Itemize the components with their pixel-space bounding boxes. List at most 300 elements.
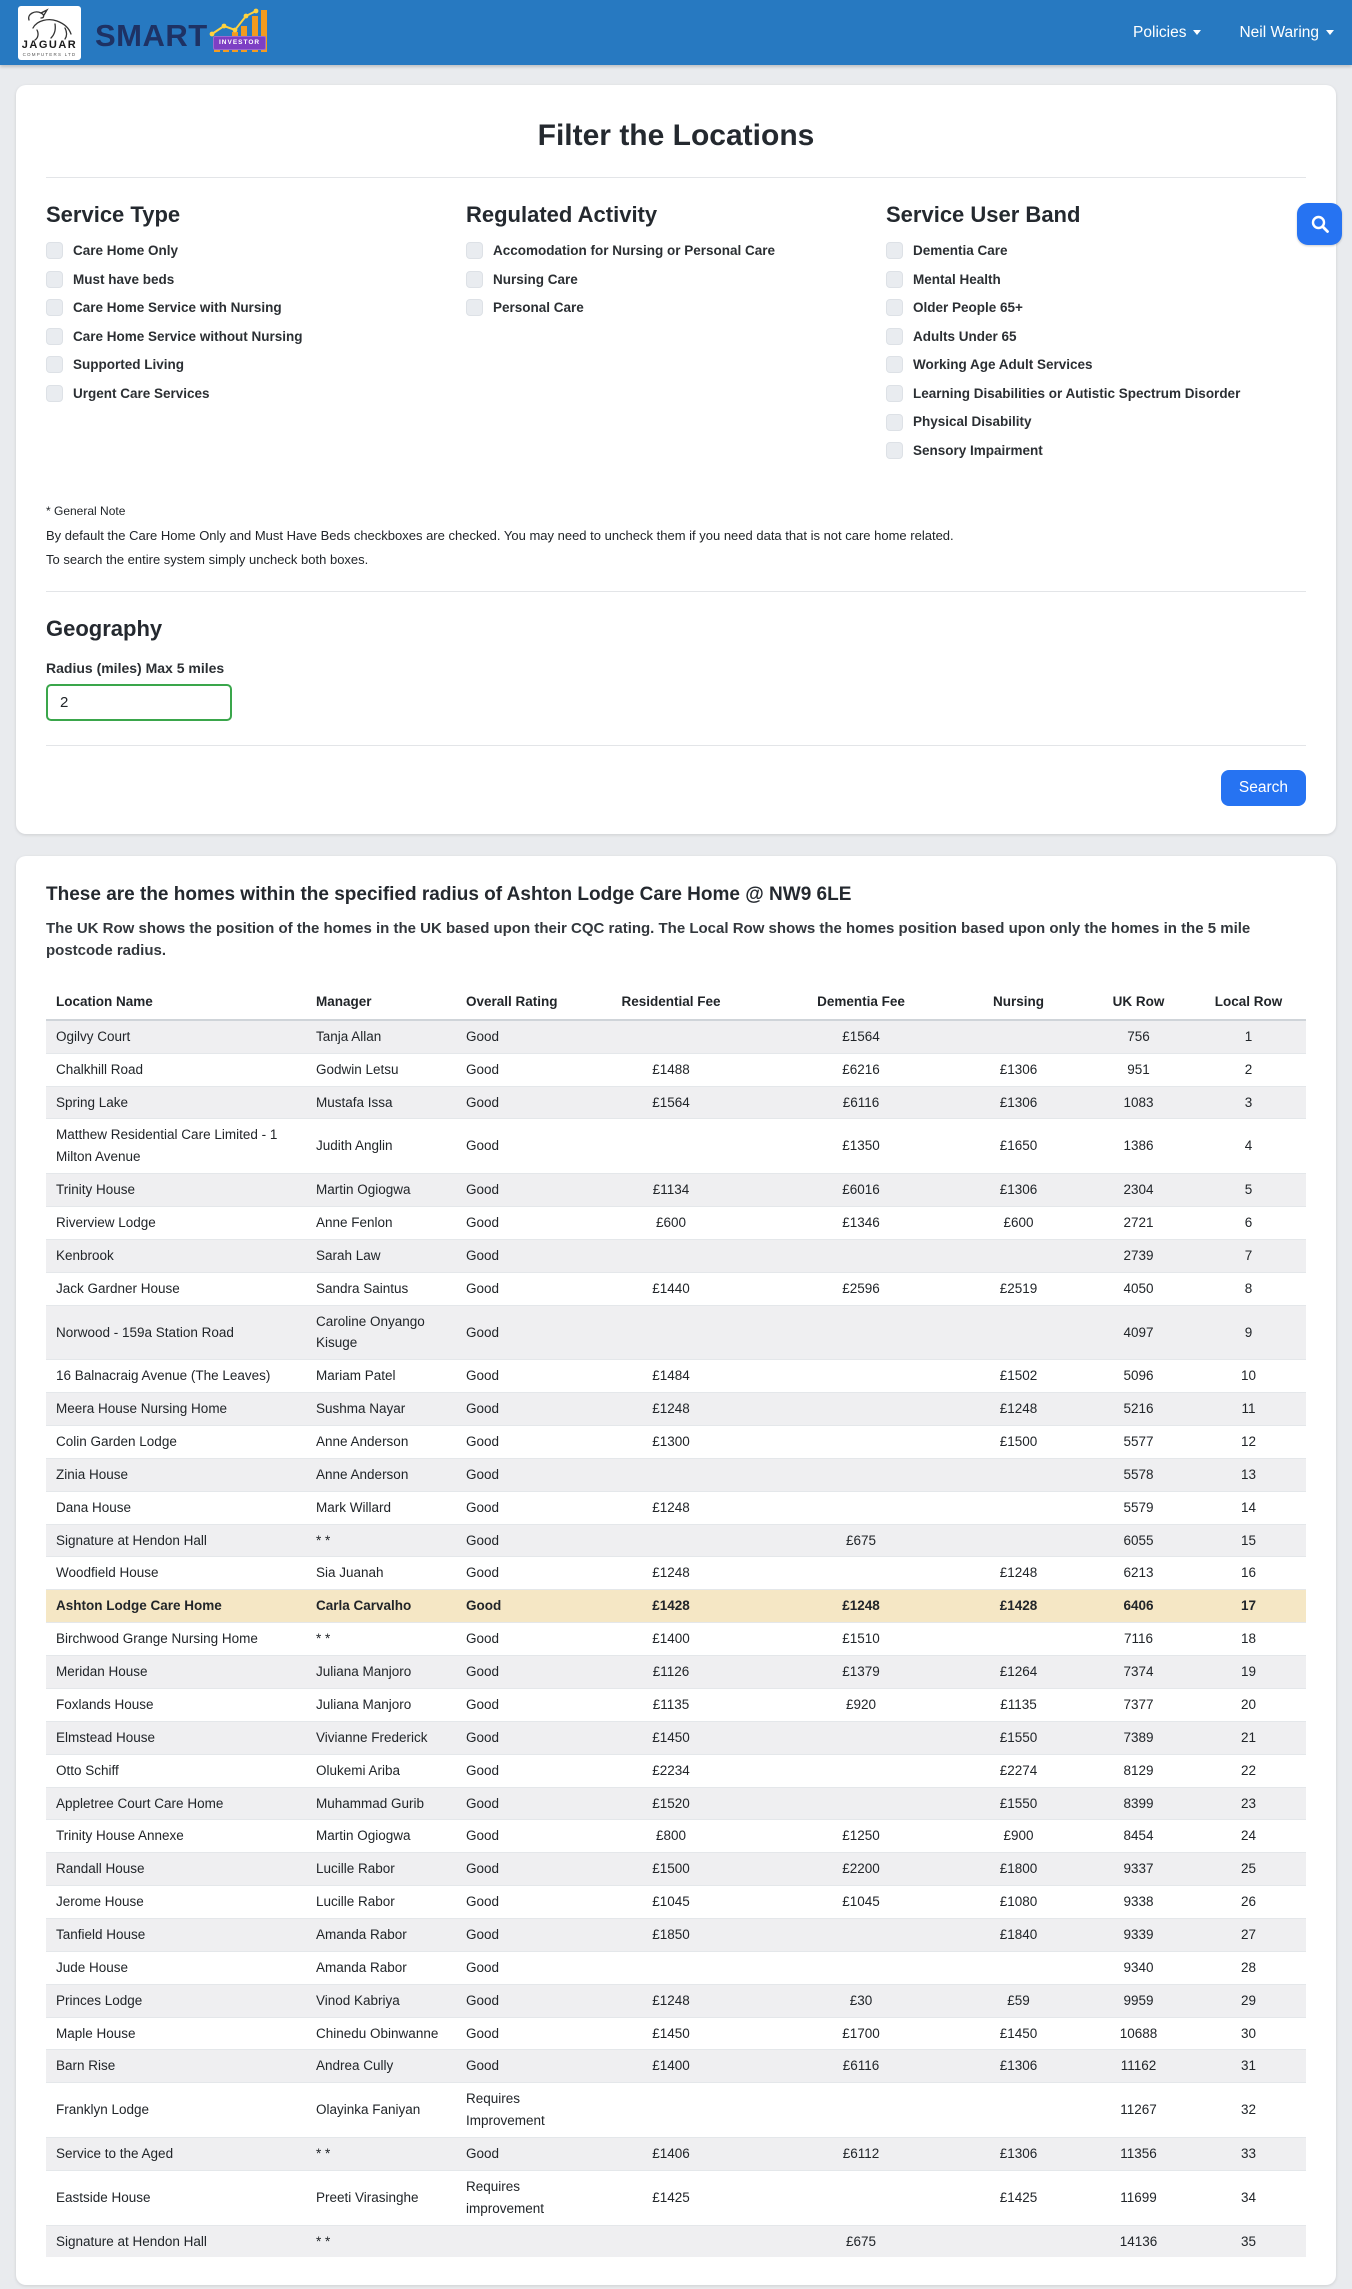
divider	[46, 177, 1306, 178]
checkbox-dementia-care[interactable]	[886, 242, 1306, 260]
jaguar-logo-subtext: COMPUTERS LTD	[22, 51, 77, 57]
local-row-cell: 15	[1191, 1524, 1306, 1557]
nursing-cell: £1800	[951, 1853, 1086, 1886]
uk-row-cell: 11699	[1086, 2170, 1191, 2225]
residential-fee-cell	[571, 1239, 771, 1272]
table-row	[46, 1688, 1306, 1721]
residential-fee-cell	[571, 2083, 771, 2138]
table-row	[46, 2017, 1306, 2050]
overall-rating-cell: Good	[456, 1393, 571, 1426]
checkbox-older-people-65[interactable]	[886, 299, 1306, 317]
table-row	[46, 2083, 1306, 2138]
dementia-fee-cell	[771, 1787, 951, 1820]
manager-cell: Anne Anderson	[306, 1458, 456, 1491]
local-row-cell: 5	[1191, 1174, 1306, 1207]
uk-row-cell: 7116	[1086, 1623, 1191, 1656]
overall-rating-cell: Good	[456, 1272, 571, 1305]
uk-row-cell: 7377	[1086, 1688, 1191, 1721]
checkbox-icon[interactable]	[46, 299, 63, 316]
nav-user-label: Neil Waring	[1239, 23, 1319, 41]
residential-fee-cell	[571, 1020, 771, 1053]
table-row	[46, 2137, 1306, 2170]
local-row-cell: 22	[1191, 1754, 1306, 1787]
nursing-cell: £1248	[951, 1557, 1086, 1590]
location-name-cell: Norwood - 159a Station Road	[46, 1305, 306, 1360]
dementia-fee-cell: £6112	[771, 2137, 951, 2170]
nursing-cell: £1428	[951, 1590, 1086, 1623]
uk-row-cell: 1386	[1086, 1119, 1191, 1174]
checkbox-must-have-beds[interactable]	[46, 271, 466, 289]
residential-fee-cell: £1135	[571, 1688, 771, 1721]
uk-row-cell: 8454	[1086, 1820, 1191, 1853]
checkbox-icon[interactable]	[466, 299, 483, 316]
manager-cell: Juliana Manjoro	[306, 1656, 456, 1689]
dementia-fee-cell: £1346	[771, 1207, 951, 1240]
overall-rating-cell: Good	[456, 1590, 571, 1623]
filter-sections	[46, 202, 1306, 470]
table-row	[46, 1886, 1306, 1919]
table-row	[46, 1918, 1306, 1951]
local-row-cell: 13	[1191, 1458, 1306, 1491]
residential-fee-cell: £1425	[571, 2170, 771, 2225]
uk-row-cell: 7389	[1086, 1721, 1191, 1754]
manager-cell: Andrea Cully	[306, 2050, 456, 2083]
manager-cell: Anne Fenlon	[306, 1207, 456, 1240]
residential-fee-cell: £1248	[571, 1393, 771, 1426]
manager-cell: Sarah Law	[306, 1239, 456, 1272]
dementia-fee-cell	[771, 1557, 951, 1590]
checkbox-supported-living[interactable]	[46, 356, 466, 374]
results-description: The UK Row shows the position of the homes in the UK based upon their CQC rating. The Local Row shows the homes position based upon only the homes in the 5 mile postcode radius.	[46, 920, 1251, 960]
residential-fee-cell: £1500	[571, 1853, 771, 1886]
local-row-cell: 1	[1244, 1028, 1253, 1044]
nursing-cell: £1135	[951, 1688, 1086, 1721]
checkbox-label: Care Home Service with Nursing	[73, 300, 282, 316]
search-icon-button[interactable]	[1297, 203, 1342, 245]
overall-rating-cell: Good	[456, 1086, 571, 1119]
nursing-cell: £1550	[951, 1787, 1086, 1820]
top-navbar	[0, 0, 1352, 65]
location-name-cell: Signature at Hendon Hall	[46, 1524, 306, 1557]
checkbox-icon[interactable]	[886, 442, 903, 459]
checkbox-icon[interactable]	[886, 385, 903, 402]
local-row-cell: 11	[1191, 1393, 1306, 1426]
uk-row-cell: 2739	[1086, 1239, 1191, 1272]
location-name-cell: Princes Lodge	[46, 1984, 306, 2017]
manager-cell: Vinod Kabriya	[306, 1984, 456, 2017]
nursing-cell	[951, 1491, 1086, 1524]
overall-rating-cell: Good	[456, 1886, 571, 1919]
table-row	[46, 1787, 1306, 1820]
manager-cell: Caroline Onyango Kisuge	[306, 1305, 456, 1360]
location-name-cell: Spring Lake	[46, 1086, 306, 1119]
local-row-cell: 28	[1191, 1951, 1306, 1984]
dementia-fee-cell	[771, 1393, 951, 1426]
smart-investor-logo	[95, 8, 268, 58]
residential-fee-cell: £1400	[571, 2050, 771, 2083]
overall-rating-cell: Good	[456, 1305, 571, 1360]
checkbox-label: Dementia Care	[913, 243, 1008, 258]
local-row-cell: 29	[1191, 1984, 1306, 2017]
checkbox-adults-under-65[interactable]	[886, 328, 1306, 346]
jaguar-logo	[18, 6, 81, 60]
manager-cell: Martin Ogiogwa	[306, 1174, 456, 1207]
location-name-cell: Maple House	[46, 2017, 306, 2050]
location-name-cell: Franklyn Lodge	[46, 2083, 306, 2138]
local-row-cell: 32	[1191, 2083, 1306, 2138]
local-row-cell: 3	[1191, 1086, 1306, 1119]
checkbox-care-home-service-with-nursing[interactable]	[46, 299, 466, 317]
chevron-down-icon	[1326, 30, 1334, 35]
manager-cell: * *	[306, 2137, 456, 2170]
column-header-location-name: Location Name	[46, 984, 306, 1020]
manager-cell: Olayinka Faniyan	[306, 2083, 456, 2138]
nursing-cell: £1425	[951, 2170, 1086, 2225]
uk-row-cell: 11162	[1086, 2050, 1191, 2083]
table-row	[46, 1754, 1306, 1787]
manager-cell: Lucille Rabor	[306, 1886, 456, 1919]
residential-fee-cell	[571, 1524, 771, 1557]
table-row	[46, 1820, 1306, 1853]
uk-row-cell: 7374	[1086, 1656, 1191, 1689]
checkbox-label: Mental Health	[913, 271, 1001, 287]
local-row-cell: 21	[1191, 1721, 1306, 1754]
location-name-cell: Colin Garden Lodge	[46, 1426, 306, 1459]
manager-cell: Lucille Rabor	[306, 1853, 456, 1886]
results-card	[16, 856, 1336, 2285]
table-row	[46, 2225, 1306, 2257]
residential-fee-cell: £1126	[571, 1656, 771, 1689]
location-name-cell: Appletree Court Care Home	[46, 1787, 306, 1820]
dementia-fee-cell	[771, 1305, 951, 1360]
table-row	[46, 1853, 1306, 1886]
uk-row-cell: 8129	[1086, 1754, 1191, 1787]
dementia-fee-cell	[771, 1918, 951, 1951]
dementia-fee-cell: £1510	[771, 1623, 951, 1656]
residential-fee-cell: £1045	[571, 1886, 771, 1919]
nursing-cell: £1840	[951, 1918, 1086, 1951]
nav-policies-dropdown[interactable]	[1133, 24, 1201, 42]
overall-rating-cell: Good	[456, 1984, 571, 2017]
residential-fee-cell	[571, 1458, 771, 1491]
nursing-cell	[951, 1020, 1086, 1053]
checkbox-icon[interactable]	[46, 356, 63, 373]
checkbox-icon[interactable]	[46, 271, 63, 288]
manager-cell: Vivianne Frederick	[306, 1721, 456, 1754]
dementia-fee-cell: £6016	[771, 1174, 951, 1207]
residential-fee-cell: £1450	[571, 2017, 771, 2050]
location-name-cell: Barn Rise	[46, 2050, 306, 2083]
manager-cell: Sia Juanah	[306, 1557, 456, 1590]
local-row-cell: 25	[1191, 1853, 1306, 1886]
dementia-fee-cell: £30	[771, 1984, 951, 2017]
location-name-cell: Birchwood Grange Nursing Home	[46, 1623, 306, 1656]
uk-row-cell: 5578	[1086, 1458, 1191, 1491]
location-name-cell: Kenbrook	[46, 1239, 306, 1272]
checkbox-care-home-service-without-nursing[interactable]	[46, 328, 466, 346]
nav-user-dropdown[interactable]	[1239, 24, 1334, 42]
local-row-cell: 14	[1191, 1491, 1306, 1524]
investor-badge: INVESTOR	[213, 36, 266, 50]
checkbox-physical-disability[interactable]	[886, 413, 1306, 431]
nursing-cell: £2519	[951, 1272, 1086, 1305]
dementia-fee-cell	[771, 2170, 951, 2225]
checkbox-nursing-care[interactable]	[466, 271, 886, 289]
overall-rating-cell: Good	[456, 2137, 571, 2170]
divider	[46, 591, 1306, 592]
uk-row-cell: 5096	[1086, 1360, 1191, 1393]
location-name-cell: Ogilvy Court	[56, 1028, 131, 1044]
location-name-cell: Matthew Residential Care Limited - 1 Milton Avenue	[46, 1119, 306, 1174]
table-row	[46, 2170, 1306, 2225]
local-row-cell: 17	[1191, 1590, 1306, 1623]
search-button[interactable]: Search	[1221, 770, 1306, 806]
nursing-cell	[951, 1623, 1086, 1656]
residential-fee-cell	[571, 1951, 771, 1984]
residential-fee-cell: £1400	[571, 1623, 771, 1656]
divider	[46, 745, 1306, 746]
checkbox-label: Care Home Only	[73, 243, 179, 258]
overall-rating-cell: Good	[456, 1119, 571, 1174]
manager-cell: * *	[306, 1623, 456, 1656]
overall-rating-cell: Good	[456, 1239, 571, 1272]
table-row	[46, 1984, 1306, 2017]
nursing-cell: £1502	[951, 1360, 1086, 1393]
checkbox-icon[interactable]	[46, 385, 63, 402]
residential-fee-cell: £1248	[571, 1557, 771, 1590]
nursing-cell	[951, 2225, 1086, 2257]
uk-row-cell: 9959	[1086, 1984, 1191, 2017]
overall-rating-cell: Good	[456, 1053, 571, 1086]
manager-cell: Amanda Rabor	[306, 1951, 456, 1984]
location-name-cell: Tanfield House	[46, 1918, 306, 1951]
checkbox-learning-disabilities-or-autistic-spectrum-disorder[interactable]	[886, 385, 1306, 403]
local-row-cell: 35	[1191, 2225, 1306, 2257]
overall-rating-cell: Good	[456, 1207, 571, 1240]
checkbox-icon[interactable]	[886, 414, 903, 431]
page-title: Filter the Locations	[537, 119, 815, 152]
checkbox-icon[interactable]	[886, 242, 903, 259]
table-row	[46, 1951, 1306, 1984]
checkbox-icon[interactable]	[886, 328, 903, 345]
checkbox-icon[interactable]	[46, 242, 63, 259]
uk-row-cell: 951	[1086, 1053, 1191, 1086]
dementia-fee-cell	[771, 1239, 951, 1272]
residential-fee-cell: £1484	[571, 1360, 771, 1393]
table-row	[46, 1239, 1306, 1272]
residential-fee-cell	[571, 1305, 771, 1360]
overall-rating-cell: Good	[456, 1688, 571, 1721]
nursing-cell: £1306	[951, 2137, 1086, 2170]
table-row	[46, 1590, 1306, 1623]
table-row	[46, 1721, 1306, 1754]
checkbox-icon[interactable]	[886, 356, 903, 373]
location-name-cell: Woodfield House	[46, 1557, 306, 1590]
checkbox-icon[interactable]	[466, 242, 483, 259]
dementia-fee-cell: £2596	[771, 1272, 951, 1305]
overall-rating-cell: Good	[456, 1360, 571, 1393]
radius-label: Radius (miles) Max 5 miles	[46, 660, 225, 677]
uk-row-cell: 9339	[1086, 1918, 1191, 1951]
manager-cell: Martin Ogiogwa	[306, 1820, 456, 1853]
filter-card	[16, 85, 1336, 834]
local-row-cell: 31	[1191, 2050, 1306, 2083]
table-row	[46, 1491, 1306, 1524]
nursing-cell	[951, 1524, 1086, 1557]
dementia-fee-cell: £1045	[771, 1886, 951, 1919]
local-row-cell: 23	[1191, 1787, 1306, 1820]
checkbox-care-home-only[interactable]	[46, 242, 466, 260]
manager-cell: Amanda Rabor	[306, 1918, 456, 1951]
dementia-fee-cell: £1700	[771, 2017, 951, 2050]
local-row-cell: 10	[1191, 1360, 1306, 1393]
location-name-cell: Meridan House	[46, 1656, 306, 1689]
overall-rating-cell: Good	[456, 1458, 571, 1491]
overall-rating-cell: Good	[456, 1426, 571, 1459]
local-row-cell: 30	[1191, 2017, 1306, 2050]
dementia-fee-cell: £1350	[771, 1119, 951, 1174]
overall-rating-cell: Good	[456, 1754, 571, 1787]
uk-row-cell: 756	[1127, 1028, 1150, 1044]
manager-cell: Juliana Manjoro	[306, 1688, 456, 1721]
nursing-cell	[951, 1458, 1086, 1491]
location-name-cell: Eastside House	[46, 2170, 306, 2225]
uk-row-cell: 9338	[1086, 1886, 1191, 1919]
table-row	[46, 1557, 1306, 1590]
column-header-nursing: Nursing	[951, 984, 1086, 1020]
overall-rating-cell: Requires Improvement	[456, 2083, 571, 2138]
location-name-cell: Zinia House	[46, 1458, 306, 1491]
dementia-fee-cell	[771, 2083, 951, 2138]
checkbox-icon[interactable]	[466, 271, 483, 288]
overall-rating-cell: Good	[456, 1820, 571, 1853]
dementia-fee-cell	[771, 1426, 951, 1459]
local-row-cell: 18	[1191, 1623, 1306, 1656]
manager-cell: Mark Willard	[306, 1491, 456, 1524]
filter-section-regulated-activity	[466, 202, 886, 470]
manager-cell: Tanja Allan	[316, 1028, 382, 1044]
nursing-cell: £1306	[951, 2050, 1086, 2083]
local-row-cell: 9	[1191, 1305, 1306, 1360]
manager-cell: Muhammad Gurib	[306, 1787, 456, 1820]
uk-row-cell: 9340	[1086, 1951, 1191, 1984]
uk-row-cell: 4050	[1086, 1272, 1191, 1305]
location-name-cell: Elmstead House	[46, 1721, 306, 1754]
uk-row-cell: 6213	[1086, 1557, 1191, 1590]
checkbox-label: Urgent Care Services	[73, 385, 210, 401]
table-row	[46, 1174, 1306, 1207]
checkbox-label: Physical Disability	[913, 414, 1032, 430]
local-row-cell: 33	[1191, 2137, 1306, 2170]
table-row	[46, 1623, 1306, 1656]
manager-cell: * *	[306, 2225, 456, 2257]
location-name-cell: Otto Schiff	[46, 1754, 306, 1787]
manager-cell: Chinedu Obinwanne	[306, 2017, 456, 2050]
residential-fee-cell	[571, 1119, 771, 1174]
dementia-fee-cell: £675	[771, 1524, 951, 1557]
overall-rating-cell: Good	[456, 1918, 571, 1951]
checkbox-label: Care Home Service without Nursing	[73, 328, 303, 344]
checkbox-icon[interactable]	[886, 271, 903, 288]
checkbox-label: Adults Under 65	[913, 328, 1017, 344]
note-title: * General Note	[46, 504, 126, 519]
residential-fee-cell	[571, 2225, 771, 2257]
overall-rating-cell: Good	[456, 1491, 571, 1524]
column-header-overall-rating: Overall Rating	[456, 984, 571, 1020]
checkbox-label: Learning Disabilities or Autistic Spectrum Disorder	[913, 385, 1241, 401]
residential-fee-cell: £1428	[571, 1590, 771, 1623]
checkbox-mental-health[interactable]	[886, 271, 1306, 289]
overall-rating-cell: Good	[456, 1787, 571, 1820]
filter-actions	[46, 770, 1306, 806]
checkbox-label: Accomodation for Nursing or Personal Care	[493, 243, 776, 258]
location-name-cell: Signature at Hendon Hall	[46, 2225, 306, 2257]
local-row-cell: 12	[1191, 1426, 1306, 1459]
overall-rating-cell: Good	[456, 1951, 571, 1984]
nursing-cell	[951, 1951, 1086, 1984]
location-name-cell: 16 Balnacraig Avenue (The Leaves)	[46, 1360, 306, 1393]
location-name-cell: Service to the Aged	[46, 2137, 306, 2170]
column-header-residential-fee: Residential Fee	[571, 984, 771, 1020]
dementia-fee-cell: £675	[771, 2225, 951, 2257]
dementia-fee-cell: £6116	[771, 1086, 951, 1119]
checkbox-sensory-impairment[interactable]	[886, 442, 1306, 460]
checkbox-accomodation-for-nursing-or-personal-care[interactable]	[466, 242, 886, 260]
uk-row-cell: 11356	[1086, 2137, 1191, 2170]
local-row-cell: 16	[1191, 1557, 1306, 1590]
residential-fee-cell: £2234	[571, 1754, 771, 1787]
overall-rating-cell: Requires improvement	[456, 2170, 571, 2225]
checkbox-icon[interactable]	[886, 299, 903, 316]
overall-rating-cell: Good	[456, 2050, 571, 2083]
manager-cell: Judith Anglin	[306, 1119, 456, 1174]
nursing-cell: £1550	[951, 1721, 1086, 1754]
table-row	[46, 1393, 1306, 1426]
checkbox-working-age-adult-services[interactable]	[886, 356, 1306, 374]
local-row-cell: 6	[1191, 1207, 1306, 1240]
overall-rating-cell: Good	[456, 1721, 571, 1754]
radius-input[interactable]	[46, 684, 232, 721]
residential-fee-cell: £1488	[571, 1053, 771, 1086]
table-row	[46, 1426, 1306, 1459]
chevron-down-icon	[1193, 30, 1201, 35]
dementia-fee-cell: £1248	[771, 1590, 951, 1623]
results-heading: These are the homes within the specified radius of Ashton Lodge Care Home @ NW9 6LE	[46, 884, 852, 906]
residential-fee-cell: £1564	[571, 1086, 771, 1119]
nursing-cell: £1306	[951, 1174, 1086, 1207]
location-name-cell: Chalkhill Road	[46, 1053, 306, 1086]
page-content	[0, 65, 1352, 2289]
checkbox-urgent-care-services[interactable]	[46, 385, 466, 403]
overall-rating-cell: Good	[456, 1557, 571, 1590]
section-heading-service-type: Service Type	[46, 202, 181, 227]
checkbox-icon[interactable]	[46, 328, 63, 345]
local-row-cell: 4	[1191, 1119, 1306, 1174]
checkbox-personal-care[interactable]	[466, 299, 886, 317]
uk-row-cell: 6406	[1086, 1590, 1191, 1623]
local-row-cell: 8	[1191, 1272, 1306, 1305]
location-name-cell: Meera House Nursing Home	[46, 1393, 306, 1426]
manager-cell: Mustafa Issa	[306, 1086, 456, 1119]
table-row	[46, 1305, 1306, 1360]
uk-row-cell: 1083	[1086, 1086, 1191, 1119]
homes-table	[46, 984, 1306, 2258]
local-row-cell: 19	[1191, 1656, 1306, 1689]
nursing-cell: £1500	[951, 1426, 1086, 1459]
table-row	[46, 1207, 1306, 1240]
uk-row-cell: 6055	[1086, 1524, 1191, 1557]
uk-row-cell: 5577	[1086, 1426, 1191, 1459]
